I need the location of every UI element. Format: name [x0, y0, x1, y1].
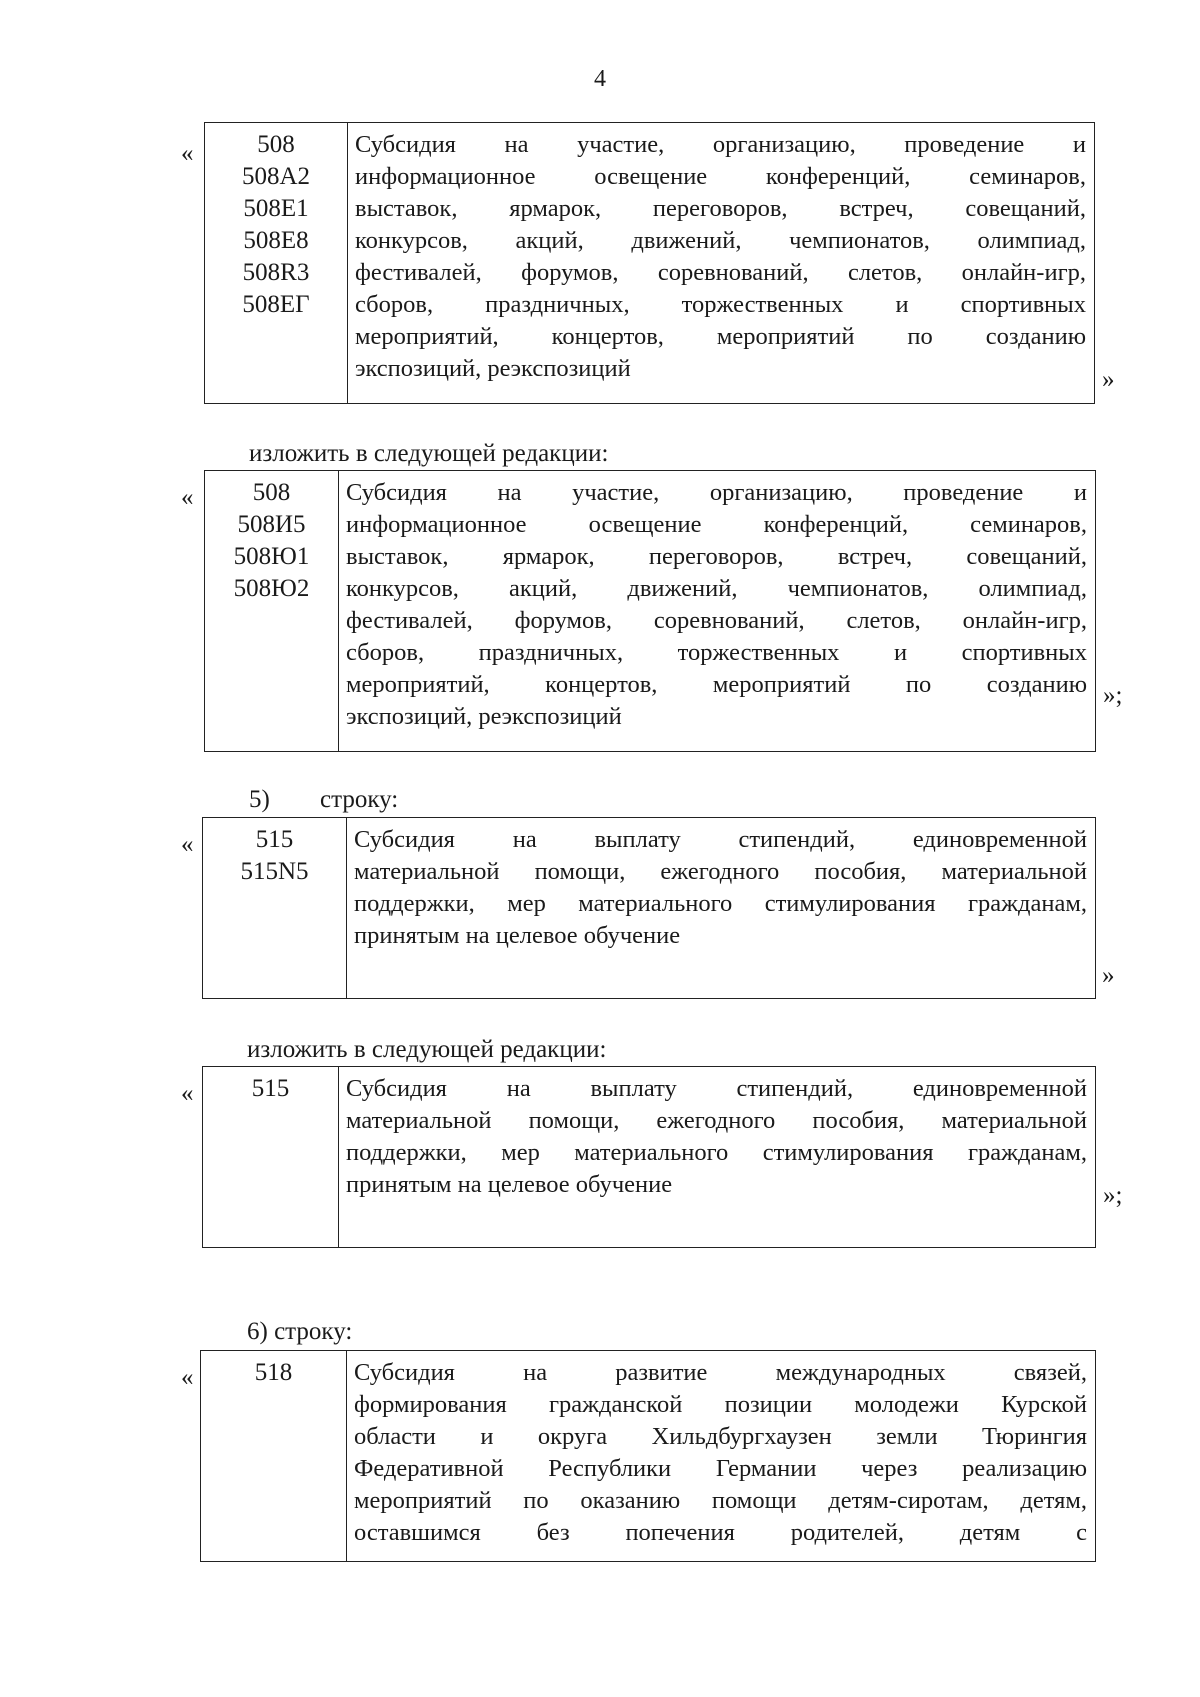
description-line: мероприятий по оказанию помощи детям-сиротам, детям,	[354, 1487, 1087, 1514]
description-cell	[339, 471, 1096, 752]
open-quote: «	[181, 140, 194, 167]
code-value: 508Ю2	[233, 575, 310, 602]
description-line: экспозиций, реэкспозиций	[355, 355, 631, 382]
code-value: 508R3	[242, 259, 310, 286]
item-label: 6) строку:	[247, 1318, 353, 1345]
description-line: поддержки, мер материального стимулирования гражданам,	[346, 1139, 1087, 1166]
code-value: 518	[254, 1359, 293, 1386]
code-value: 515N5	[240, 858, 309, 885]
description-line: материальной помощи, ежегодного пособия, материальной	[354, 858, 1087, 885]
code-cell	[205, 471, 339, 752]
open-quote: «	[181, 1080, 194, 1107]
description-cell	[347, 1351, 1096, 1562]
code-value: 508И5	[237, 511, 306, 538]
code-table-515-old	[202, 817, 1096, 999]
restate-label: изложить в следующей редакции:	[247, 1036, 607, 1063]
description-line: выставок, ярмарок, переговоров, встреч, совещаний,	[346, 543, 1087, 570]
description-line: Субсидия на участие, организацию, проведение и	[346, 479, 1087, 506]
description-line: материальной помощи, ежегодного пособия, материальной	[346, 1107, 1087, 1134]
close-quote: »;	[1103, 682, 1123, 709]
description-cell	[348, 123, 1095, 404]
code-table-508-old	[204, 122, 1095, 404]
restate-label: изложить в следующей редакции:	[249, 440, 609, 467]
code-value: 515	[251, 1075, 290, 1102]
code-table-508-new	[204, 470, 1096, 752]
description-line: информационное освещение конференций, семинаров,	[355, 163, 1086, 190]
description-line: Субсидия на участие, организацию, проведение и	[355, 131, 1086, 158]
open-quote: «	[181, 484, 194, 511]
code-table-515-new	[202, 1066, 1096, 1248]
item-number: 5)	[249, 786, 270, 813]
close-quote: »;	[1103, 1182, 1123, 1209]
description-line: формирования гражданской позиции молодежи Курской	[354, 1391, 1087, 1418]
code-value: 508Ю1	[233, 543, 310, 570]
description-cell	[339, 1067, 1096, 1248]
description-line: принятым на целевое обучение	[346, 1171, 673, 1198]
description-line: фестивалей, форумов, соревнований, слетов, онлайн-игр,	[346, 607, 1087, 634]
description-line: конкурсов, акций, движений, чемпионатов, олимпиад,	[346, 575, 1087, 602]
item-label: строку:	[320, 786, 399, 813]
code-value: 508ЕГ	[242, 291, 310, 318]
close-quote: »	[1102, 366, 1115, 393]
description-line: поддержки, мер материального стимулирования гражданам,	[354, 890, 1087, 917]
description-line: Субсидия на развитие международных связей,	[354, 1359, 1087, 1386]
description-line: Федеративной Республики Германии через реализацию	[354, 1455, 1087, 1482]
open-quote: «	[181, 831, 194, 858]
description-line: сборов, праздничных, торжественных и спортивных	[346, 639, 1087, 666]
description-line: мероприятий, концертов, мероприятий по созданию	[346, 671, 1087, 698]
description-line: мероприятий, концертов, мероприятий по созданию	[355, 323, 1086, 350]
description-line: информационное освещение конференций, семинаров,	[346, 511, 1087, 538]
code-value: 515	[255, 826, 294, 853]
code-value: 508Е8	[243, 227, 309, 254]
close-quote: »	[1102, 962, 1115, 989]
page-number: 4	[594, 66, 606, 92]
code-cell	[201, 1351, 347, 1562]
description-line: сборов, праздничных, торжественных и спортивных	[355, 291, 1086, 318]
code-value: 508А2	[241, 163, 311, 190]
code-cell	[205, 123, 348, 404]
description-cell	[347, 818, 1096, 999]
code-cell	[203, 818, 347, 999]
description-line: оставшимся без попечения родителей, детям с	[354, 1519, 1087, 1546]
description-line: области и округа Хильдбургхаузен земли Тюрингия	[354, 1423, 1087, 1450]
code-table-518	[200, 1350, 1096, 1562]
code-cell	[203, 1067, 339, 1248]
code-value: 508	[257, 131, 295, 158]
description-line: конкурсов, акций, движений, чемпионатов, олимпиад,	[355, 227, 1086, 254]
open-quote: «	[181, 1364, 194, 1391]
description-line: принятым на целевое обучение	[354, 922, 681, 949]
description-line: выставок, ярмарок, переговоров, встреч, совещаний,	[355, 195, 1086, 222]
description-line: Субсидия на выплату стипендий, единовременной	[346, 1075, 1087, 1102]
code-value: 508Е1	[243, 195, 309, 222]
code-value: 508	[252, 479, 291, 506]
description-line: Субсидия на выплату стипендий, единовременной	[354, 826, 1087, 853]
description-line: фестивалей, форумов, соревнований, слетов, онлайн-игр,	[355, 259, 1086, 286]
description-line: экспозиций, реэкспозиций	[346, 703, 622, 730]
